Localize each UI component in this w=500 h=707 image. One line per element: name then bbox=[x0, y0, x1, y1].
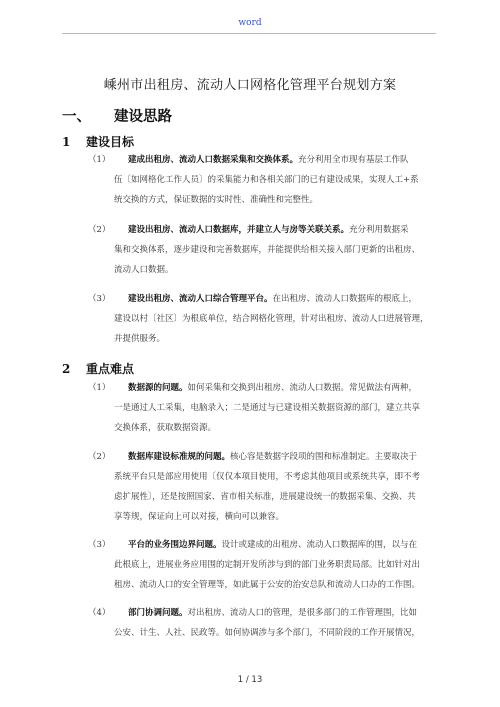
header-word: word bbox=[238, 18, 262, 28]
item-lead: 建设出租房、流动人口综合管理平台。 bbox=[128, 294, 273, 304]
item-line: 流动人口数据。 bbox=[114, 265, 174, 275]
page-number: 1 / 13 bbox=[237, 675, 263, 685]
subsection-heading-difficulties bbox=[62, 360, 134, 377]
subsection-number: 2 bbox=[62, 362, 71, 376]
item-line: 一是通过人工采集，电脑录入；二是通过与已建设相关数据资源的部门，建立共享 bbox=[114, 403, 421, 413]
item-line: 租房、流动人口的安全管理等，如此属于公安的治安总队和流动人口办的工作围。 bbox=[114, 580, 421, 590]
list-item bbox=[88, 289, 436, 349]
section-title: 建设思路 bbox=[114, 108, 172, 125]
item-line: 此根底上，进展业务应用围的定制开发所涉与到的部门业务职责局部。比如针对出 bbox=[114, 560, 421, 570]
item-number: （1） bbox=[88, 155, 111, 165]
list-item bbox=[88, 535, 436, 595]
item-text: 核心容是数据字段项的围和标准制定。主要取决于 bbox=[230, 452, 418, 462]
list-item bbox=[88, 150, 436, 210]
section-heading-1 bbox=[62, 105, 172, 126]
item-line: 并提供服务。 bbox=[114, 334, 166, 344]
list-item bbox=[88, 378, 436, 438]
item-line: 统交换的方式，保证数据的实时性、准确性和完整性。 bbox=[114, 195, 319, 205]
item-text: 设计或建成的出租房、流动人口数据库的围，以与在 bbox=[221, 540, 418, 550]
item-text: 充分利用数据采 bbox=[349, 225, 409, 235]
item-lead: 数据库建设标准规的问题。 bbox=[128, 452, 231, 462]
item-number: （2） bbox=[88, 225, 111, 235]
item-number: （3） bbox=[88, 540, 111, 550]
subsection-heading-goals bbox=[62, 133, 134, 150]
list-item bbox=[88, 220, 436, 280]
item-text: 对出租房、流动人口的管理，是很多部门的工作管理围，比如 bbox=[187, 608, 418, 618]
item-lead: 建成出租房、流动人口数据采集和交换体系。 bbox=[128, 155, 299, 165]
item-line: 享等规，保证向上可以对接，横向可以兼容。 bbox=[114, 512, 285, 522]
item-line: 系统平台只是部应用使用〔仅仅本项目使用，不考虑其他项目或系统共享，即不考 bbox=[114, 472, 421, 482]
item-line: 公安、计生、人社、民政等。如何协调涉与多个部门，不同阶段的工作开展情况， bbox=[114, 628, 421, 638]
section-number: 一、 bbox=[62, 108, 91, 125]
item-lead: 平台的业务围边界问题。 bbox=[128, 540, 222, 550]
item-number: （1） bbox=[88, 383, 111, 393]
list-item bbox=[88, 603, 436, 643]
item-line: 交换体系，获取数据资源。 bbox=[114, 423, 217, 433]
item-line: 建设以村〔社区〕为根底单位，结合网格化管理，针对出租房、流动人口进展管理， bbox=[114, 314, 429, 324]
subsection-number: 1 bbox=[62, 135, 71, 149]
item-lead: 部门协调问题。 bbox=[128, 608, 188, 618]
item-lead: 数据源的问题。 bbox=[128, 383, 188, 393]
item-text: 充分利用全市现有基层工作队 bbox=[298, 155, 409, 165]
subsection-title: 重点难点 bbox=[86, 362, 135, 376]
item-text: 在出租房、流动人口数据库的根底上， bbox=[272, 294, 418, 304]
item-line: 虑扩展性〕，还是按照国家、省市相关标准，进展建设统一的数据采集、交换、共 bbox=[114, 492, 416, 502]
item-lead: 建设出租房、流动人口数据库，并建立人与房等关联关系。 bbox=[128, 225, 350, 235]
list-item bbox=[88, 447, 436, 527]
item-number: （3） bbox=[88, 294, 111, 304]
item-line: 集和交换体系，逐步建设和完善数据库，并能提供给相关接入部门更新的出租房、 bbox=[114, 245, 421, 255]
item-line: 伍〔如网格化工作人员〕的采集能力和各相关部门的已有建设成果，实现人工+系 bbox=[114, 175, 419, 185]
subsection-title: 建设目标 bbox=[86, 135, 135, 149]
item-number: （2） bbox=[88, 452, 111, 462]
item-text: 如何采集和交换到出租房、流动人口数据。常见做法有两种， bbox=[187, 383, 418, 393]
document-title: 嵊州市出租房、流动人口网格化管理平台规划方案 bbox=[103, 78, 397, 93]
header-rule bbox=[62, 33, 436, 34]
item-number: （4） bbox=[88, 608, 111, 618]
